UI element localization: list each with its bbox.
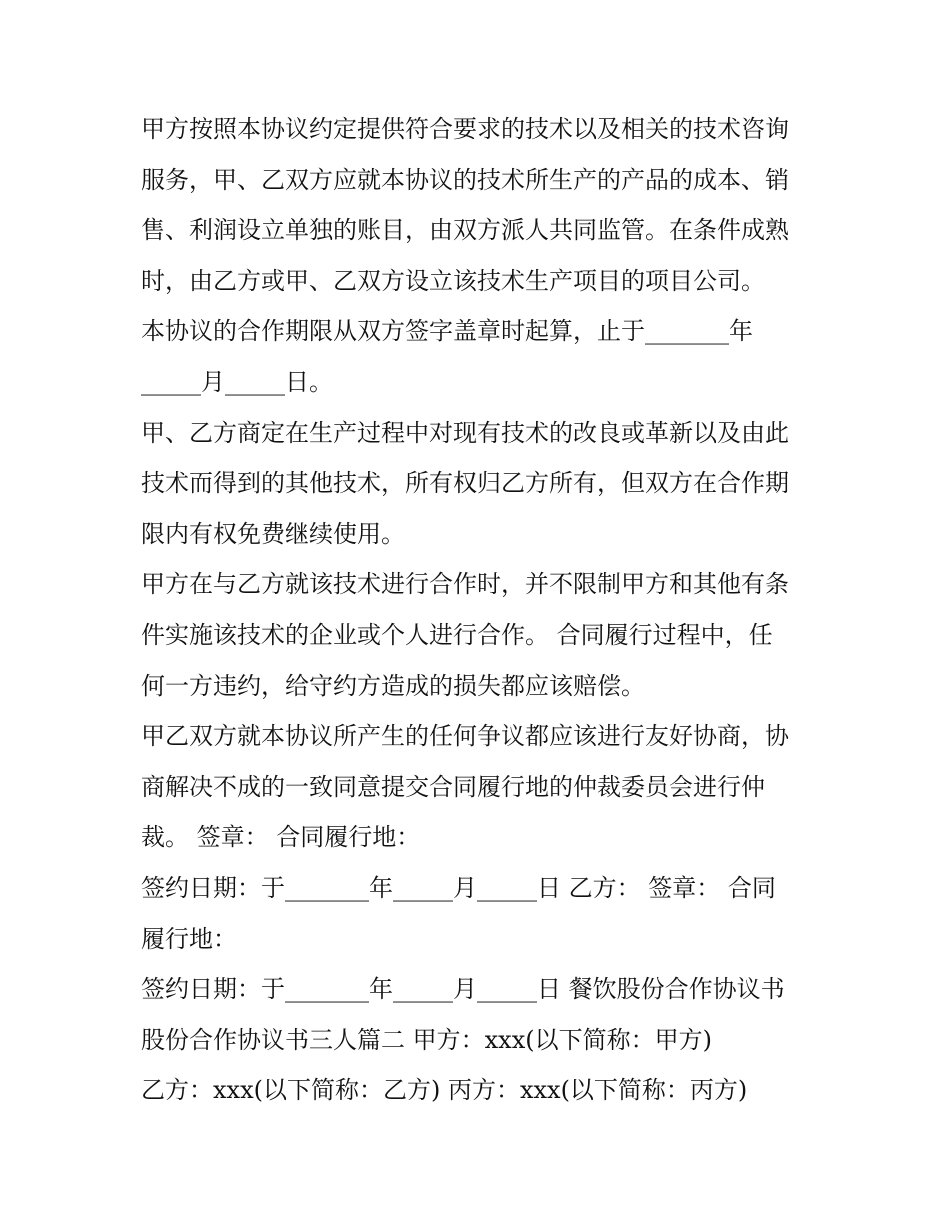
text-line: _____月_____日。 bbox=[141, 367, 333, 396]
text-line: 本协议的合作期限从双方签字盖章时起算，止于_______年 bbox=[141, 317, 753, 346]
text-line: 售、利润设立单独的账目，由双方派人共同监管。在条件成熟 bbox=[141, 216, 789, 245]
text-line: 履行地： bbox=[141, 924, 237, 953]
text-line: 股份合作协议书三人篇二 甲方：xxx(以下简称：甲方) bbox=[141, 1025, 712, 1054]
text-line: 服务，甲、乙双方应就本协议的技术所生产的产品的成本、销 bbox=[141, 165, 789, 194]
text-line: 甲方按照本协议约定提供符合要求的技术以及相关的技术咨询 bbox=[141, 115, 789, 143]
text-line: 商解决不成的一致同意提交合同履行地的仲裁委员会进行仲 bbox=[141, 772, 765, 801]
text-line: 甲、乙方商定在生产过程中对现有技术的改良或革新以及由此 bbox=[141, 418, 789, 447]
text-line: 乙方：xxx(以下简称：乙方) 丙方：xxx(以下简称：丙方) bbox=[141, 1076, 748, 1105]
text-line: 裁。 签章： 合同履行地： bbox=[141, 823, 421, 852]
text-line: 甲方在与乙方就该技术进行合作时，并不限制甲方和其他有条 bbox=[141, 570, 789, 599]
text-line: 何一方违约，给守约方造成的损失都应该赔偿。 bbox=[141, 671, 645, 700]
text-line: 签约日期：于_______年_____月_____日 餐饮股份合作协议书 bbox=[141, 975, 785, 1004]
text-line: 技术而得到的其他技术，所有权归乙方所有，但双方在合作期 bbox=[141, 469, 789, 498]
text-line: 时，由乙方或甲、乙双方设立该技术生产项目的项目公司。 bbox=[141, 266, 765, 295]
text-line: 限内有权免费继续使用。 bbox=[141, 519, 405, 548]
text-line: 签约日期：于_______年_____月_____日 乙方： 签章： 合同 bbox=[141, 873, 776, 902]
text-line: 甲乙双方就本协议所产生的任何争议都应该进行友好协商，协 bbox=[141, 722, 789, 751]
text-line: 件实施该技术的企业或个人进行合作。 合同履行过程中，任 bbox=[141, 620, 773, 649]
document-body bbox=[141, 104, 821, 1116]
